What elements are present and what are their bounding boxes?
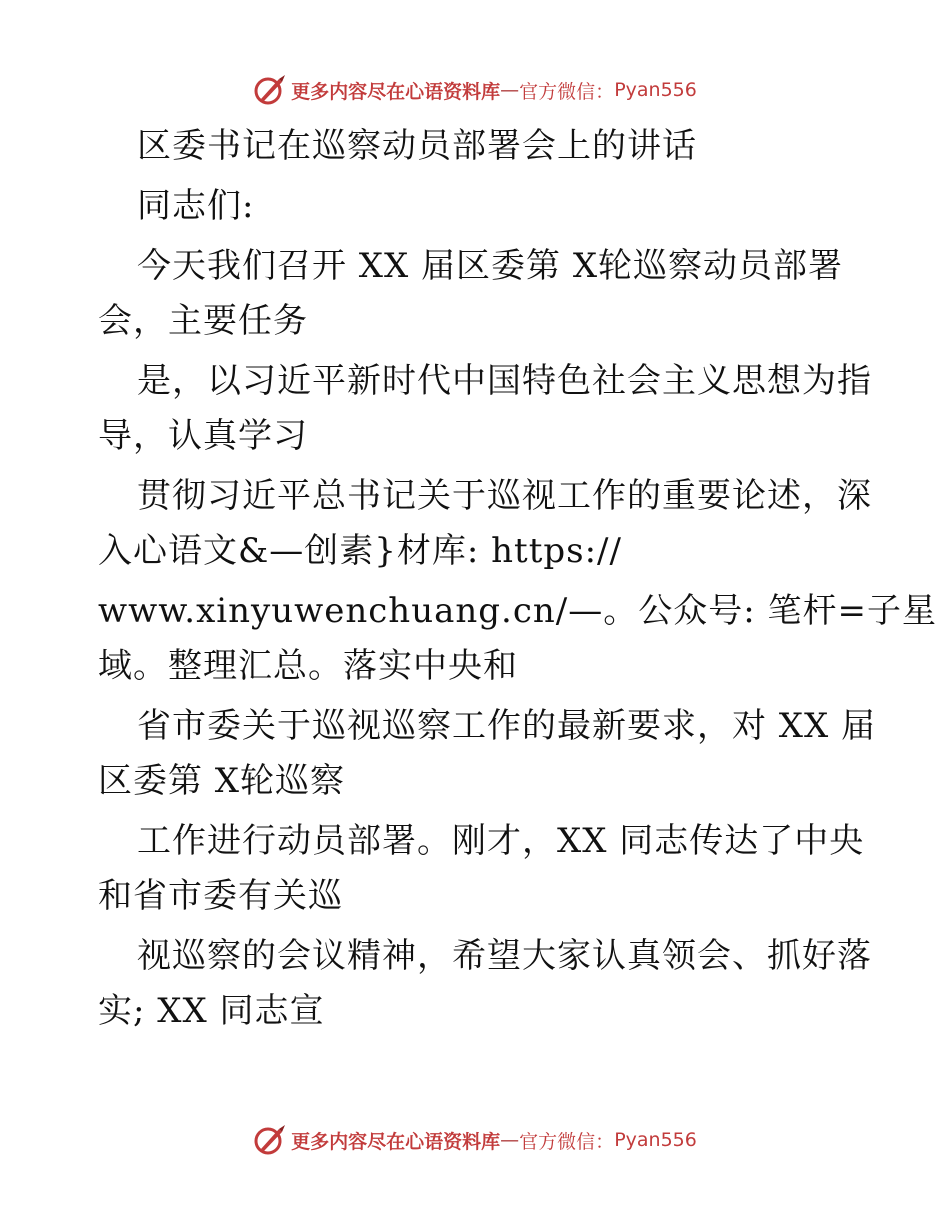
banner-wechat-label: 官方微信： <box>519 80 615 103</box>
banner-wechat-id: Pyan556 <box>614 79 697 101</box>
paragraph-line: 和省市委有关巡 <box>98 876 343 916</box>
banner-wechat-id: Pyan556 <box>614 1129 697 1151</box>
paragraph-line: 会，主要任务 <box>98 301 308 341</box>
paragraph-line: 省市委关于巡视巡察工作的最新要求，对 XX 届 <box>137 706 877 746</box>
banner-wechat-label: 官方微信： <box>519 1130 615 1153</box>
salutation: 同志们: <box>137 186 255 226</box>
paragraph-line: 贯彻习近平总书记关于巡视工作的重要论述，深 <box>137 476 872 516</box>
paragraph-line: 区委第 X轮巡察 <box>98 761 346 801</box>
banner-dash: — <box>500 79 520 101</box>
paragraph-line: 今天我们召开 XX 届区委第 X轮巡察动员部署 <box>137 246 844 286</box>
banner-slogan: 更多内容尽在心语资料库 <box>291 80 501 103</box>
paragraph-line: 入心语文&—创素}材库: https:// <box>98 531 622 571</box>
paragraph-line: 域。整理汇总。落实中央和 <box>98 646 518 686</box>
banner-dash: — <box>500 1129 520 1151</box>
paragraph-line: 导，认真学习 <box>98 416 308 456</box>
paragraph-line: 是，以习近平新时代中国特色社会主义思想为指 <box>137 361 872 401</box>
footer-banner <box>0 1120 950 1160</box>
quill-pen-circle-icon <box>253 1123 287 1157</box>
banner-slogan: 更多内容尽在心语资料库 <box>291 1130 501 1153</box>
document-title: 区委书记在巡察动员部署会上的讲话 <box>137 126 697 166</box>
paragraph-line: 工作进行动员部署。刚才，XX 同志传达了中央 <box>137 821 865 861</box>
header-banner <box>0 70 950 110</box>
paragraph-line: www.xinyuwenchuang.cn/—。公众号: 笔杆=子星 <box>98 591 937 631</box>
paragraph-line: 视巡察的会议精神，希望大家认真领会、抓好落 <box>137 936 872 976</box>
quill-pen-circle-icon <box>253 73 287 107</box>
paragraph-line: 实; XX 同志宣 <box>98 991 325 1031</box>
